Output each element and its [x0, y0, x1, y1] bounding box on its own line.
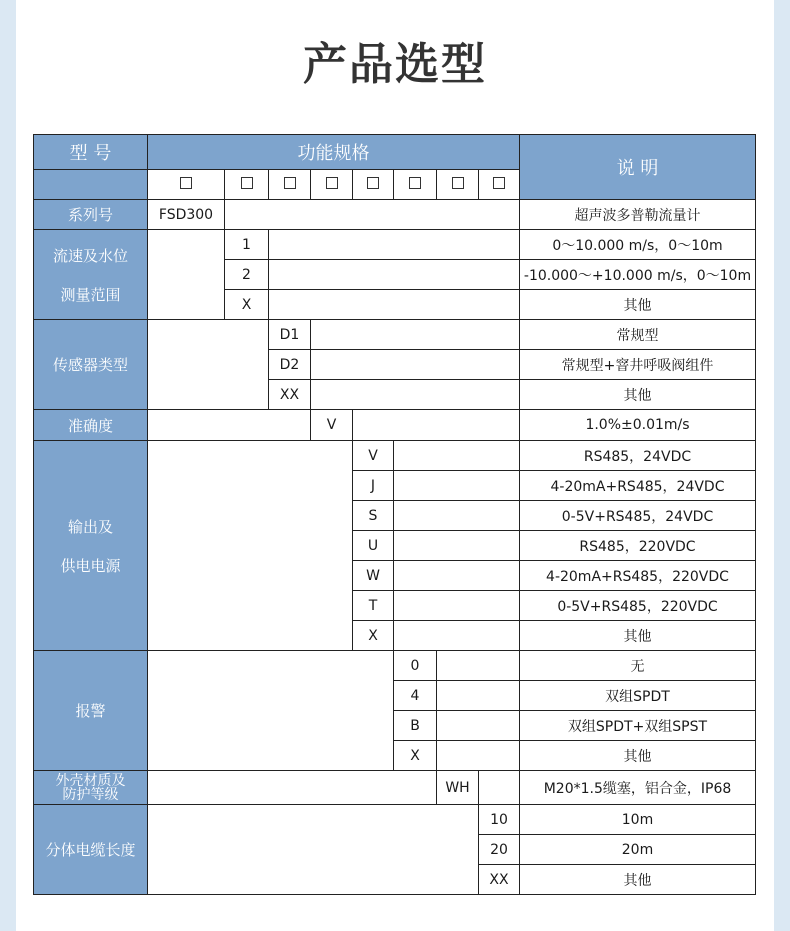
spec-checkbox[interactable]: [311, 170, 353, 200]
output-code: W: [353, 561, 394, 591]
row-label-output: [34, 441, 148, 651]
row-label-alarm: 报警: [34, 651, 148, 771]
alarm-code: 0: [394, 651, 437, 681]
range-fill: [269, 290, 520, 320]
cable-code: 10: [479, 805, 520, 835]
output-fill: [394, 621, 520, 651]
range-fill: [269, 260, 520, 290]
cable-desc: 其他: [520, 865, 756, 895]
page-title: 产品选型: [303, 39, 487, 90]
output-code: S: [353, 501, 394, 531]
output-fill: [394, 591, 520, 621]
checkbox-icon: [326, 177, 338, 189]
sensor-code: D1: [269, 320, 311, 350]
output-desc: 其他: [520, 621, 756, 651]
output-code: J: [353, 471, 394, 501]
sensor-code: D2: [269, 350, 311, 380]
checkbox-icon: [284, 177, 296, 189]
output-desc: 4-20mA+RS485，220VDC: [520, 561, 756, 591]
sensor-fill: [311, 320, 520, 350]
selection-table: [33, 134, 756, 895]
cable-code: XX: [479, 865, 520, 895]
spec-checkbox[interactable]: [479, 170, 520, 200]
accuracy-blank: [148, 410, 311, 441]
housing-label-line2: 防护等级: [62, 786, 119, 803]
range-fill: [269, 230, 520, 260]
row-label-series: 系列号: [34, 200, 148, 230]
sensor-desc: 其他: [520, 380, 756, 410]
range-label-line1: 流速及水位: [52, 246, 128, 265]
spec-checkbox[interactable]: [269, 170, 311, 200]
checkbox-icon: [241, 177, 253, 189]
output-label-line2: 供电电源: [60, 556, 121, 575]
housing-label-line1: 外壳材质及: [55, 772, 126, 789]
housing-code: WH: [437, 771, 479, 805]
alarm-fill: [437, 681, 520, 711]
alarm-code: B: [394, 711, 437, 741]
spec-checkbox[interactable]: [437, 170, 479, 200]
series-blank: [225, 200, 520, 230]
cable-desc: 20m: [520, 835, 756, 865]
output-label-line1: 输出及: [67, 517, 113, 536]
range-code: 1: [225, 230, 269, 260]
checkbox-icon: [409, 177, 421, 189]
alarm-fill: [437, 651, 520, 681]
alarm-desc: 双组SPDT: [520, 681, 756, 711]
range-desc: 0～10.000 m/s，0～10m: [520, 230, 756, 260]
output-desc: 4-20mA+RS485，24VDC: [520, 471, 756, 501]
accuracy-desc: 1.0%±0.01m/s: [520, 410, 756, 441]
range-blank: [148, 230, 225, 320]
spec-checkbox[interactable]: [225, 170, 269, 200]
spec-checkbox[interactable]: [394, 170, 437, 200]
sensor-fill: [311, 350, 520, 380]
cable-desc: 10m: [520, 805, 756, 835]
alarm-fill: [437, 741, 520, 771]
alarm-fill: [437, 711, 520, 741]
checkbox-icon: [367, 177, 379, 189]
spec-checkbox[interactable]: [148, 170, 225, 200]
housing-fill: [479, 771, 520, 805]
alarm-blank: [148, 651, 394, 771]
checkbox-icon: [180, 177, 192, 189]
range-desc: 其他: [520, 290, 756, 320]
output-fill: [394, 471, 520, 501]
output-code: V: [353, 441, 394, 471]
sensor-desc: 常规型: [520, 320, 756, 350]
page: [16, 0, 774, 931]
housing-desc: M20*1.5缆塞，铝合金，IP68: [520, 771, 756, 805]
alarm-code: X: [394, 741, 437, 771]
output-code: T: [353, 591, 394, 621]
row-label-range: [34, 230, 148, 320]
row-label-housing: [34, 771, 148, 805]
range-code: X: [225, 290, 269, 320]
range-label-line2: 测量范围: [60, 285, 121, 304]
range-code: 2: [225, 260, 269, 290]
sensor-code: XX: [269, 380, 311, 410]
row-label-accuracy: 准确度: [34, 410, 148, 441]
output-desc: RS485，24VDC: [520, 441, 756, 471]
sensor-blank: [148, 320, 269, 410]
alarm-desc: 双组SPDT+双组SPST: [520, 711, 756, 741]
output-fill: [394, 561, 520, 591]
series-desc: 超声波多普勒流量计: [520, 200, 756, 230]
accuracy-code: V: [311, 410, 353, 441]
sensor-fill: [311, 380, 520, 410]
header-model: 型 号: [34, 135, 148, 170]
output-fill: [394, 441, 520, 471]
accuracy-fill: [353, 410, 520, 441]
sensor-desc: 常规型+窨井呼吸阀组件: [520, 350, 756, 380]
alarm-code: 4: [394, 681, 437, 711]
output-desc: 0-5V+RS485，24VDC: [520, 501, 756, 531]
output-code: U: [353, 531, 394, 561]
cable-code: 20: [479, 835, 520, 865]
alarm-desc: 其他: [520, 741, 756, 771]
output-blank: [148, 441, 353, 651]
checkbox-icon: [493, 177, 505, 189]
header-note: 说 明: [520, 135, 756, 200]
row-label-cable: 分体电缆长度: [34, 805, 148, 895]
housing-blank: [148, 771, 437, 805]
alarm-desc: 无: [520, 651, 756, 681]
output-fill: [394, 501, 520, 531]
cable-blank: [148, 805, 479, 895]
header-spec: 功能规格: [148, 135, 520, 170]
range-desc: -10.000～+10.000 m/s，0～10m: [520, 260, 756, 290]
checkbox-icon: [452, 177, 464, 189]
spec-checkbox[interactable]: [353, 170, 394, 200]
output-desc: RS485，220VDC: [520, 531, 756, 561]
row-label-sensor: 传感器类型: [34, 320, 148, 410]
output-fill: [394, 531, 520, 561]
output-code: X: [353, 621, 394, 651]
output-desc: 0-5V+RS485，220VDC: [520, 591, 756, 621]
header-blank: [34, 170, 148, 200]
series-code: FSD300: [148, 200, 225, 230]
